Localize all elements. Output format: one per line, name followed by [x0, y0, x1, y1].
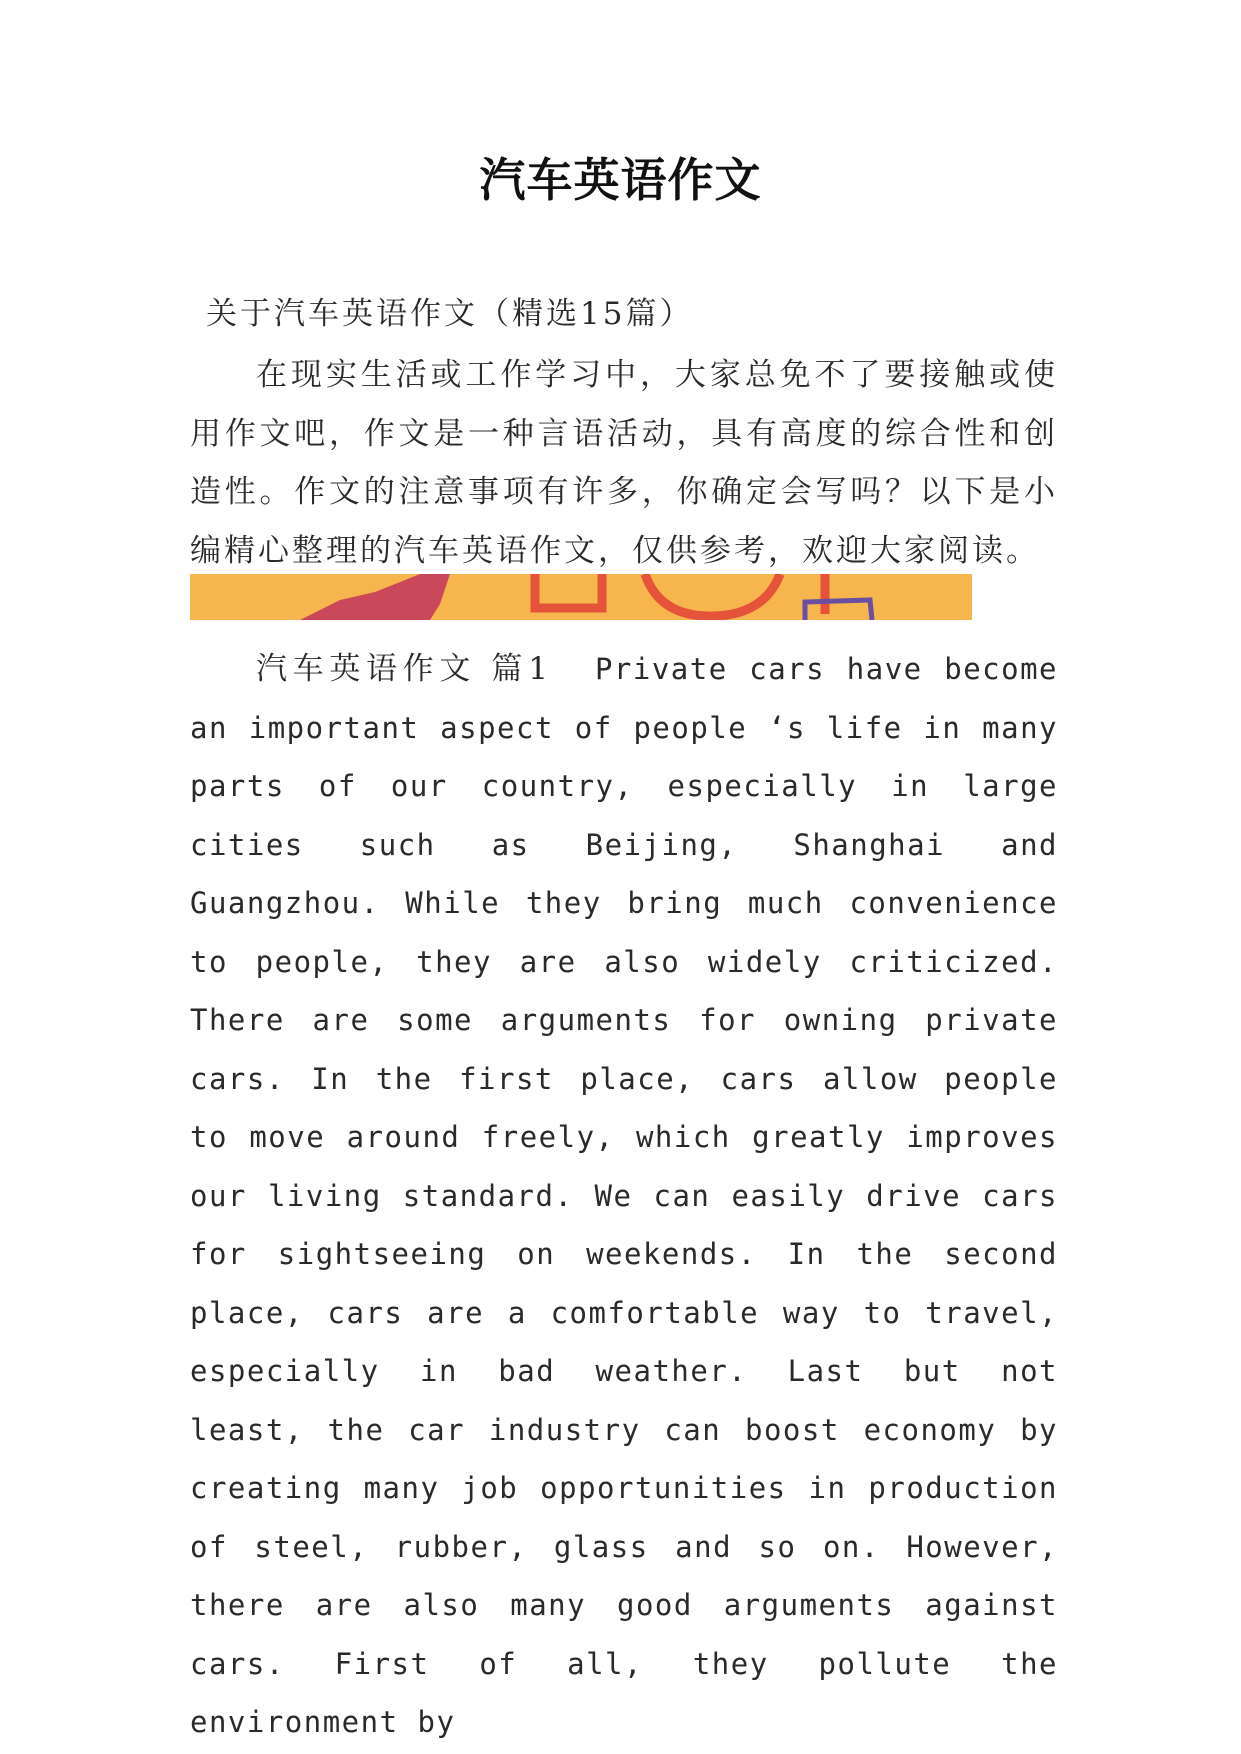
intro-paragraph: 在现实生活或工作学习中，大家总免不了要接触或使用作文吧，作文是一种言语活动，具有高度的综合性和创造性。作文的注意事项有许多，你确定会写吗？以下是小编精心整理的汽车英语作文，仅供参考，欢迎大家阅读。 — [190, 357, 1058, 569]
essay-body: Private cars have become an important aspect of people ‘s life in many parts of our country, especially in large cities such as Beijing, Shanghai and Guangzhou. While they bring much convenience to people, they are also widely criticized. There are some arguments for owning private cars. In the first place, cars allow people to move around freely, which greatly improves our living standard. We can easily drive cars for sightseeing on weekends. In the second place, cars are a comfortable way to travel, especially in bad weather. Last but not least, the car industry can boost economy by creating many job opportunities in production of steel, rubber, glass and so on. However, there are also many good arguments against cars. First of all, they pollute the environment by — [190, 652, 1058, 1739]
document-subtitle: 关于汽车英语作文（精选15篇） — [206, 296, 694, 332]
decorative-banner-image — [190, 574, 972, 620]
page-title: 汽车英语作文 — [479, 153, 762, 207]
essay-heading: 汽车英语作文 篇1 — [256, 651, 551, 687]
essay-paragraph — [190, 640, 1058, 1752]
banner-illustration — [190, 574, 972, 620]
